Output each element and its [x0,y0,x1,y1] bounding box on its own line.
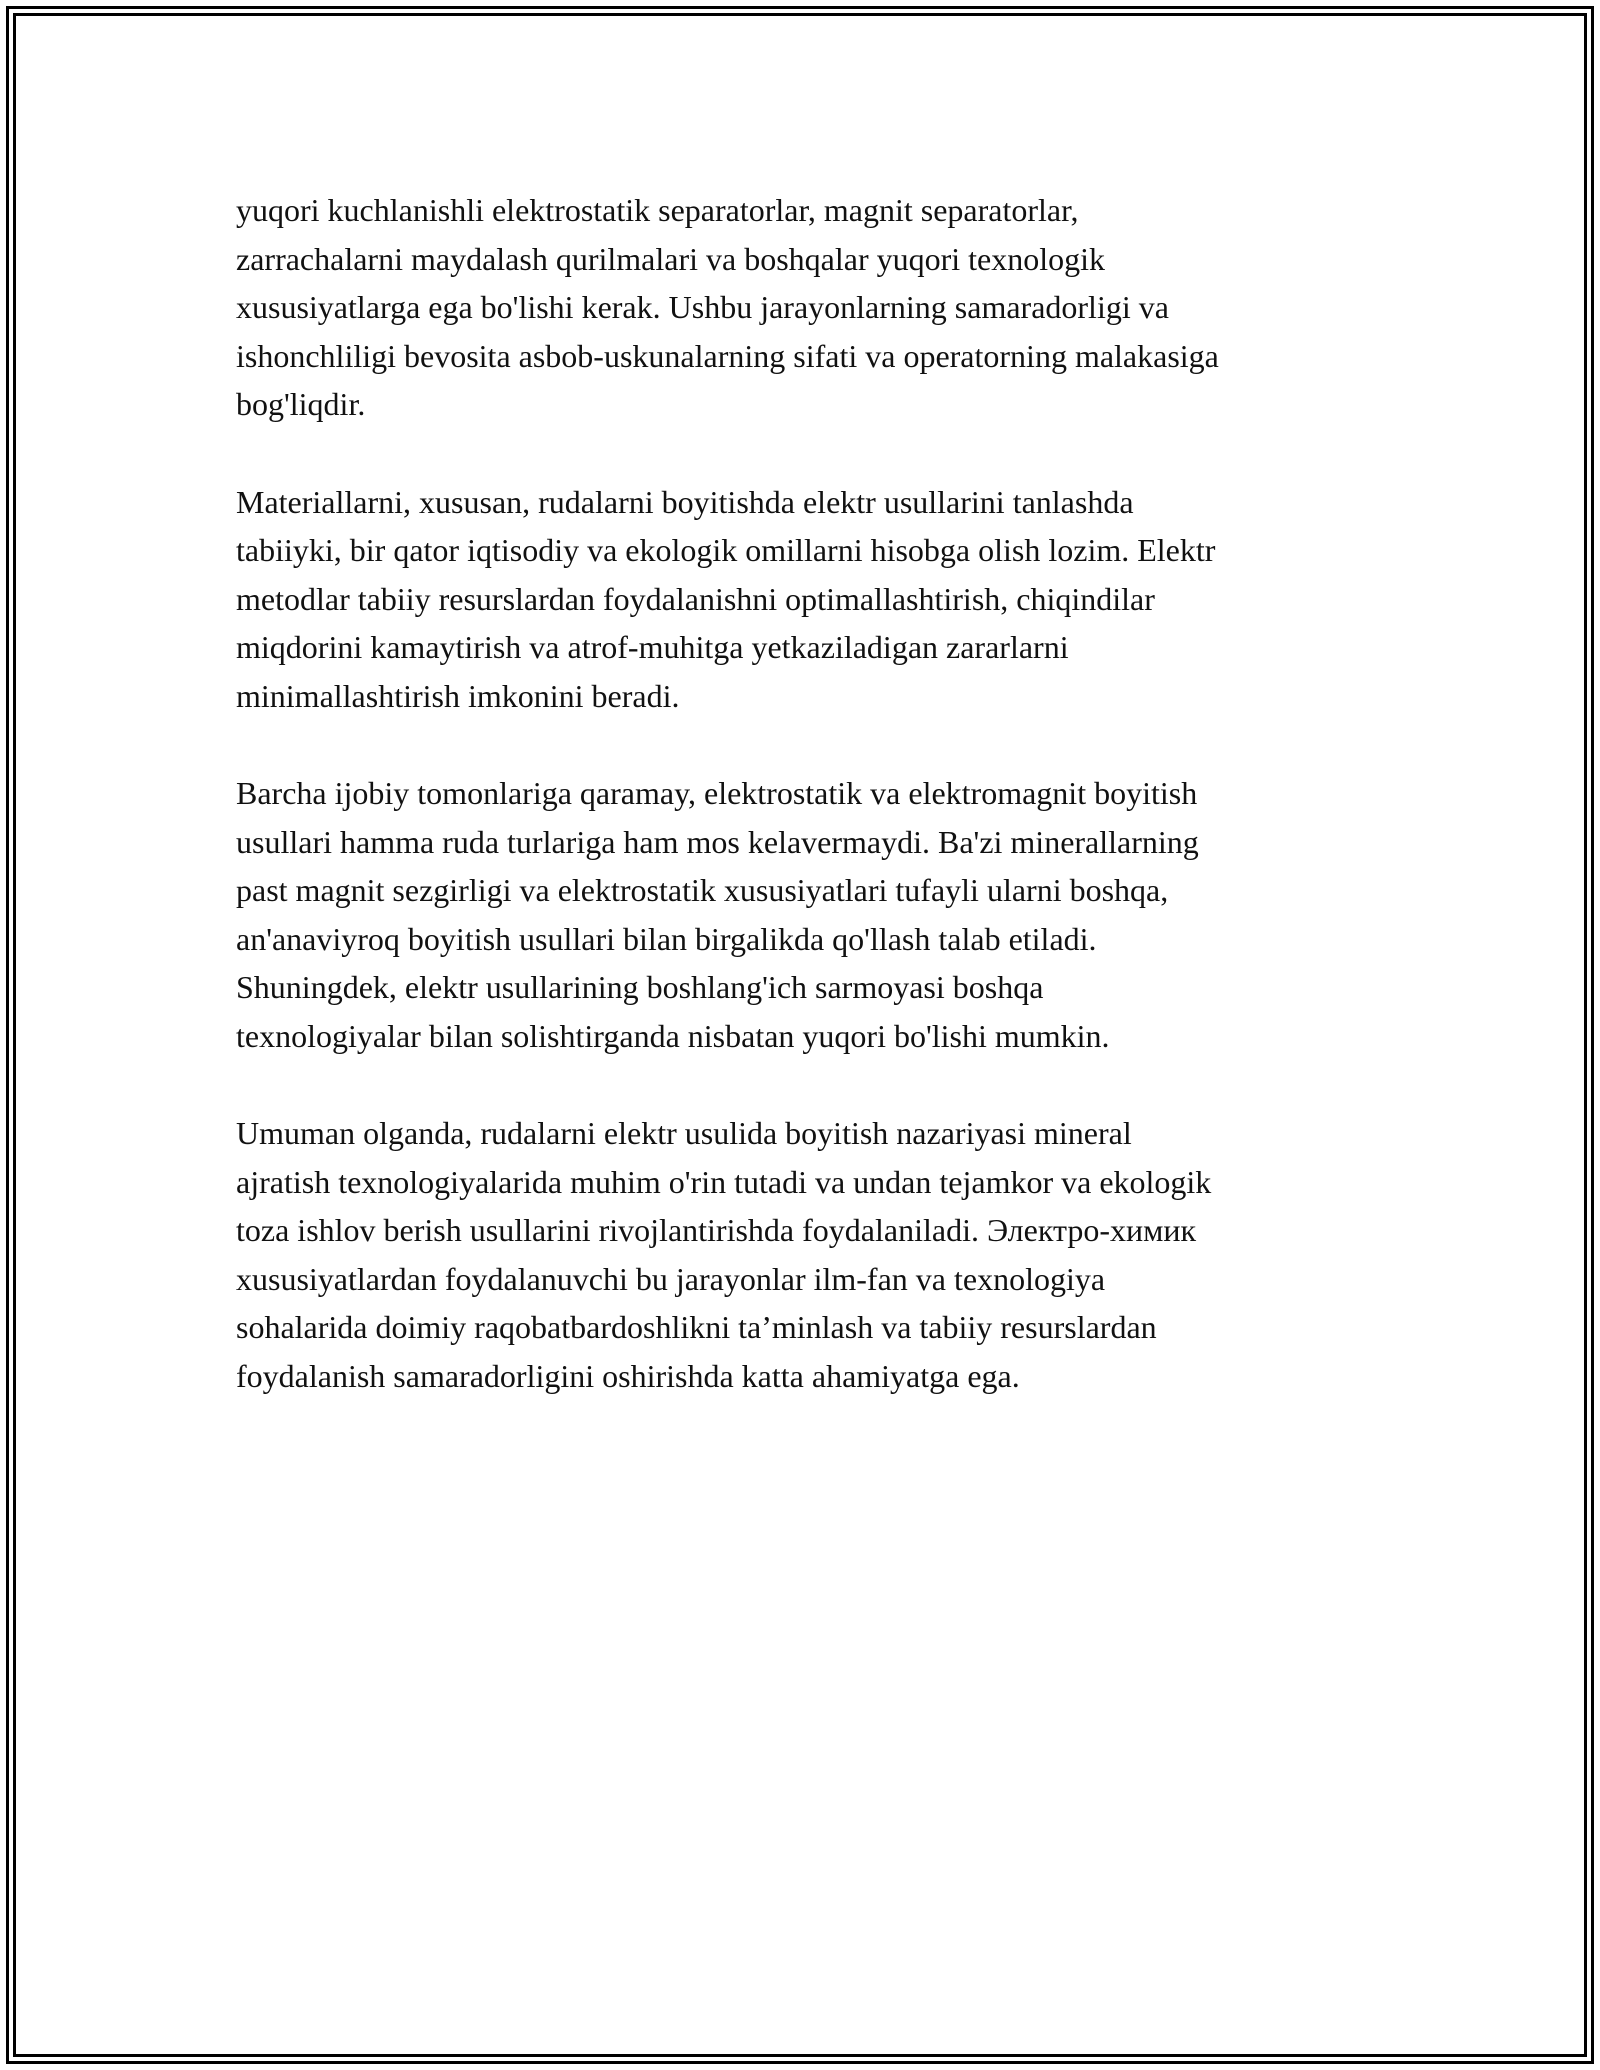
text-line: sohalarida doimiy raqobatbardoshlikni ta’minlash va tabiiy resurslardan [236,1309,1157,1345]
text-line: xususiyatlardan foydalanuvchi bu jarayonlar ilm-fan va texnologiya [236,1260,1106,1297]
text-line: zarrachalarni maydalash qurilmalari va boshqalar yuqori texnologik [236,240,1106,277]
text-line: texnologiyalar bilan solishtirganda nisbatan yuqori bo'lishi mumkin. [236,1017,1110,1054]
paragraph-conclusion [236,1109,1376,1400]
text-line: bog'liqdir. [236,386,366,422]
text-line: Barcha ijobiy tomonlariga qaramay, elektrostatik va elektromagnit boyitish [236,775,1198,811]
text-line: ishonchliligi bevosita asbob-uskunalarning sifati va operatorning malakasiga [236,337,1219,374]
text-line: tabiiyki, bir qator iqtisodiy va ekologik omillarni hisobga olish lozim. Elektr [236,532,1216,568]
text-line: usullari hamma ruda turlariga ham mos kelavermaydi. Ba'zi minerallarning [236,823,1199,860]
text-line: foydalanish samaradorligini oshirishda katta ahamiyatga ega. [236,1357,1020,1394]
document-body [236,186,1376,1449]
text-line: toza ishlov berish usullarini rivojlantirishda foydalaniladi. Электро-химик [236,1212,1197,1248]
text-line: metodlar tabiiy resurslardan foydalanishni optimallashtirish, chiqindilar [236,580,1155,617]
text-line: miqdorini kamaytirish va atrof-muhitga yetkaziladigan zararlarni [236,629,1069,665]
paragraph-limitations [236,769,1376,1060]
paragraph-method-selection [236,478,1376,721]
text-line: minimallashtirish imkonini beradi. [236,677,680,714]
text-line: Umuman olganda, rudalarni elektr usulida boyitish nazariyasi mineral [236,1115,1132,1151]
text-line: yuqori kuchlanishli elektrostatik separatorlar, magnit separatorlar, [236,192,1079,228]
text-line: past magnit sezgirligi va elektrostatik xususiyatlari tufayli ularni boshqa, [236,872,1169,908]
text-line: an'anaviyroq boyitish usullari bilan birgalikda qo'llash talab etiladi. [236,920,1097,957]
text-line: xususiyatlarga ega bo'lishi kerak. Ushbu jarayonlarning samaradorligi va [236,289,1169,325]
text-line: Shuningdek, elektr usullarining boshlang'ich sarmoyasi boshqa [236,969,1044,1005]
paragraph-equipment [236,186,1376,429]
text-line: Materiallarni, xususan, rudalarni boyitishda elektr usullarini tanlashda [236,483,1134,520]
text-line: ajratish texnologiyalarida muhim o'rin tutadi va undan tejamkor va ekologik [236,1163,1212,1200]
